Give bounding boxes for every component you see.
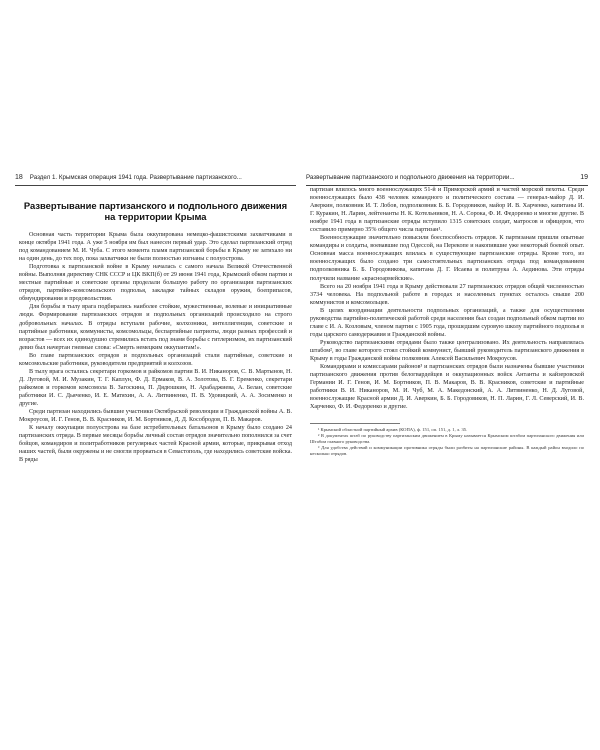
paragraph: Во главе партизанских отрядов и подпольных организаций стали партийные, советские и комсомольские работники, руководители предприятий и колхозов. <box>19 352 292 367</box>
running-head-title-left: Раздел 1. Крымская операция 1941 года. Развертывание партизанского... <box>29 174 242 181</box>
paragraph: партизан влилось много военнослужащих 51-й и Приморской армий и частей морской пехоты. Среди военнослужащих было 438 человек командного и политического состава — генерал-майор Д. И. Аверкин, полковник И. Т. Лобов, подполковник Б. Б. Городовиков, майор И. В. Харченко, капитаны И. Г. Куракин, Н. Ларин, лейтенанты Н. К. Котельников, Н. А. Сорока, Ф. И. Федоренко и многие другие. В ноябре 1941 года в партизанские отряды вступило 1315 советских солдат, матросов и офицеров, что составило примерно 35% общего числа партизан¹. <box>310 187 584 234</box>
paragraph: Подготовка к партизанской войне в Крыму началась с самого начала Великой Отечественной войны. Выполняя директиву СНК СССР и ЦК ВКП(б) от 29 июня 1941 года, Крымский обком партии и местные партийные и советские органы проделали большую работу по организации партизанских отрядов, партийно-комсомольского подполья, закладке тайных складов оружия, боеприпасов, обмундирования и продовольствия. <box>19 264 292 303</box>
paragraph: Военнослужащие значительно повысили боеспособность отрядов. К партизанам пришли опытные командиры и солдаты, воевавшие под Одессой, на Перекопе и накопившие уже некоторый боевой опыт. Основная масса военнослужащих влилась в существующие партизанские отряды. Кроме того, из военнослужащих было создано три самостоятельных партизанских отряда под командованием подполковника Б. Б. Городовикова, капитана Д. Г. Исаева и политрука А. Аединова. Эти отряды получили название «красноармейские». <box>310 235 584 282</box>
footnote: ¹ Крымский областной партийный архив (КОПА), ф. 151, оп. 151, д. 1, л. 35. <box>318 427 468 433</box>
paragraph: Для борьбы в тылу врага подбирались наиболее стойкие, мужественные, волевые и инициативные люди. Формирование партизанских отрядов и подпольных организаций происходило на строго добровольных началах. В отряды вступали рабочие, колхозники, интеллигенция, советские и партийные работники, коммунисты, комсомольцы, беспартийные патриоты, люди разных профессий и возрастов — всех их единодушно стремились встать под знамя борьбы с гитлеризмом, их партизанский девиз был начертан гневные слова: «Смерть немецким оккупантам!». <box>19 304 292 351</box>
right-page <box>306 174 588 594</box>
page-number-right: 19 <box>580 174 588 181</box>
chapter-title: Развертывание партизанского и подпольного движения на территории Крыма <box>23 200 288 222</box>
paragraph: Руководство партизанскими отрядами было также централизовано. Их деятельность направлялась штабом², во главе которого стоял стойкий коммунист, бывший руководитель партизанского движения в Крыму в годы Гражданской войны полковник Алексей Васильевич Мокроусов. <box>310 339 584 362</box>
running-head-title-right: Развертывание партизанского и подпольного движения на территории... <box>306 174 515 181</box>
footnotes <box>310 427 584 457</box>
paragraph: Основная часть территории Крыма была оккупирована немецко-фашистскими захватчиками в конце октября 1941 года. А уже 5 ноября им был нанесен первый удар. Это сделал партизанский отряд под командованием М. И. Чуба. С этого момента пламя партизанской борьбы в Крыму не затихало ни на один день, до тех пор, пока захватчики не были полностью изгнаны с полуострова. <box>19 232 292 263</box>
page-number-left: 18 <box>15 174 23 181</box>
paragraph: К началу оккупации полуострова на базе истребительных батальонов в Крыму было создано 24 партизанских отряда. В первые месяцы борьбы личный состав отрядов значительно пополнился за счет бойцов, командиров и политработников регулярных частей Красной армии, которые, прикрывая отход наших частей, были окружены и не смогли прорваться в Севастополь, где находились советские войска. В ряды <box>19 425 292 464</box>
paragraph: В тылу врага остались секретари горкомов и райкомов партии В. И. Никаноров, С. В. Мартынов, Н. Д. Луговой, М. И. Музакин, Т. Г. Каплун, Ф. Д. Ермаков, В. А. Золотова, В. Г. Еременко, секретари райкомов и горкомов комсомола В. Загоскина, П. Дядюшкин, Н. Арабаджиева, А. Белан, советские работники И. С. Дьяченко, И. Е. Матяхин, А. А. Литвиненко, П. В. Удовицкий, А. А. Зосименко и другие. <box>19 368 292 407</box>
paragraph: Всего на 20 ноября 1941 года в Крыму действовали 27 партизанских отрядов общей численностью 3734 человека. На подпольной работе в городах и населенных пунктах осталось свыше 200 коммунистов и комсомольцев. <box>310 283 584 306</box>
paragraph: Среди партизан находились бывшие участники Октябрьской революции и Гражданской войны А. В. Мокроусов, И. Г. Генов, В. В. Красников, И. М. Бортников, Д. Д. Кособродов, П. В. Макаров. <box>19 409 292 424</box>
running-head-left <box>15 174 296 186</box>
left-page-body <box>15 231 296 464</box>
running-head-right <box>306 174 588 186</box>
paragraph: Командирами и комиссарами районов³ и партизанских отрядов были назначены бывшие участники партизанского движения против белогвардейцев и оккупационных войск Антанты и кайзеровской Германии И. Г. Генов, И. М. Бортников, П. В. Макаров, В. В. Красников, советские и партийные работники В. И. Никаноров, М. И. Чуб, М. А. Македонский, А. А. Литвиненко, Н. Д. Луговой, военнослужащие Красной армии Д. И. Аверкин, Б. Б. Городовиков, Н. П. Ларин, Г. Л. Северский, И. В. Харченко, Ф. И. Федоренко и другие. <box>310 364 584 411</box>
left-page <box>15 174 296 594</box>
paragraph: В целях координации деятельности подпольных организаций, а также для осуществления руководства партийно-политической работой среди населения был создан подпольный обком партии во главе с И. А. Козловым, членом партии с 1905 года, прошедшим суровую школу партийного подполья в годы царского самодержавия и Гражданской войны. <box>310 307 584 338</box>
right-page-body <box>306 186 588 411</box>
footnote: ³ Для удобства действий и коммуникации противника отряды были разбиты на партизанские районы. В каждый район входило по несколько отрядов. <box>310 445 584 457</box>
footnote: ² В документах штаб по руководству партизанским движением в Крыму называется Крымским штабом партизанского движения или Штабом главного руководства. <box>310 433 584 445</box>
